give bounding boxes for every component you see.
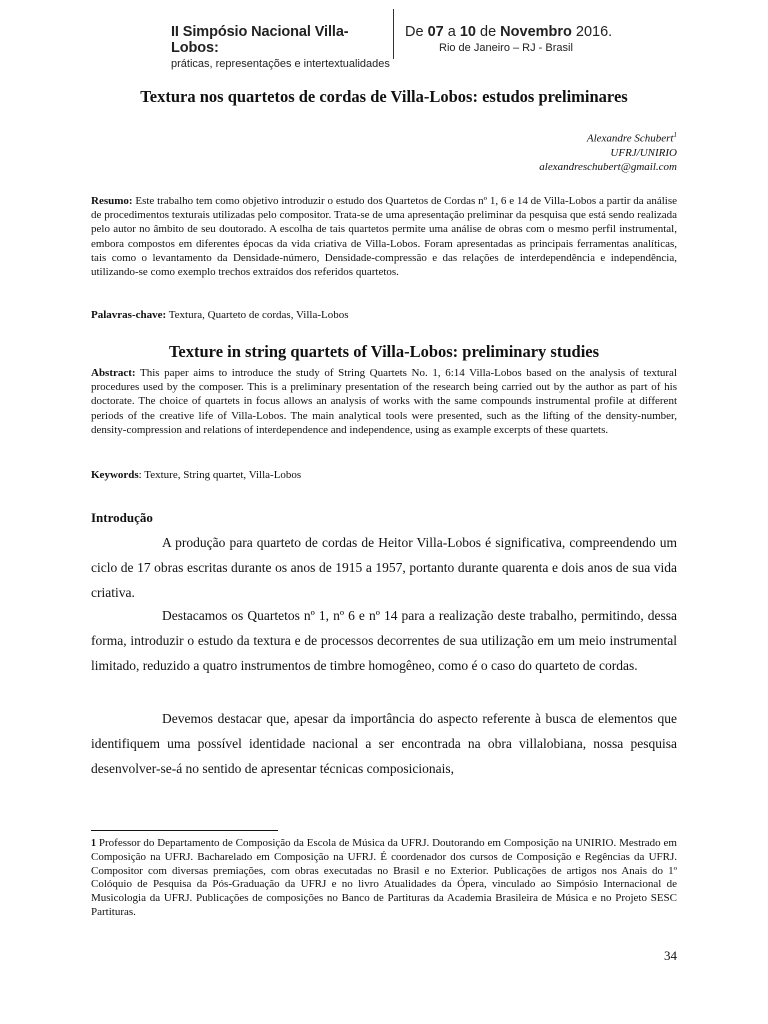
author-affiliation: UFRJ/UNIRIO — [610, 146, 677, 159]
intro-heading: Introdução — [91, 510, 153, 525]
event-subtitle: práticas, representações e intertextualidades — [171, 58, 390, 70]
abstract — [91, 366, 677, 437]
palavras-label: Palavras-chave: — [91, 309, 167, 321]
author-name: Alexandre Schubert$^1$ — [586, 131, 677, 145]
event-block — [171, 24, 391, 70]
page-number: 34 — [664, 948, 677, 963]
author-email[interactable]: alexandreschubert@gmail.com — [539, 160, 677, 173]
author-footnote-mark[interactable]: 1 — [673, 131, 677, 139]
event-title: II Simpósio Nacional Villa-Lobos: — [171, 24, 349, 56]
intro-paragraph-3: Devemos destacar que, apesar da importância do aspecto referente à busca de elementos que identifiquem uma possível identidade nacional a ser encontrada na obra villalobiana, nossa pesquisa desenvolver-se-á no sentido de apresentar técnicas composicionais, — [91, 711, 677, 776]
author-block — [539, 128, 677, 174]
abstract-label: Abstract: — [91, 367, 136, 379]
footnote-text: Professor do Departamento de Composição da Escola de Música da UFRJ. Doutorando em Composição na UNIRIO. Mestrado em Composição na UFRJ. Bacharelado em Composição na UFRJ. É coordenador dos cursos de Composição e Regências da UFRJ. Compositor com diversas premiações, com obras executadas no Brasil e no Exterior. Publicações de artigos nos Anais do 1º Colóquio de Pesquisa da Pós-Graduação da UFRJ e no livro Atualidades da Ópera, vinculado ao Simpósio Internacional de Musicologia da UFRJ. Publicações de composições no Banco de Partituras da Academia Brasileira de Música e no Projeto SESC Partituras. — [91, 837, 677, 918]
resumo — [91, 194, 677, 279]
keywords-label: Keywords — [91, 469, 139, 481]
event-location: Rio de Janeiro – RJ - Brasil — [439, 42, 573, 54]
resumo-text: Este trabalho tem como objetivo introduzir o estudo dos Quartetos de Cordas nº 1, 6 e 14 de Villa-Lobos a partir da análise de procedimentos texturais utilizadas pelo compositor. Trata-se de uma apresentação preliminar da pesquisa que está sendo realizada pelo autor no âmbito de seu doutorado. A escolha de tais quartetos permite uma análise de obras com o mesmo perfil instrumental, embora compostos em diferentes épocas da vida criativa de Villa-Lobos. Foram apresentadas as principais ferramentas analíticas, tais como o levantamento da Densidade-número, Densidade-compressão e das relações de interdependência e independência, utilizando-se como exemplo trechos extraídos dos referidos quartetos. — [91, 195, 677, 279]
palavras-chave — [91, 308, 677, 322]
palavras-text: Textura, Quarteto de cordas, Villa-Lobos — [166, 309, 349, 321]
footnote-rule — [91, 830, 278, 831]
intro-paragraph-2: Destacamos os Quartetos nº 1, nº 6 e nº 14 para a realização deste trabalho, permitindo, dessa forma, introduzir o estudo da textura e de processos decorrentes de sua utilização em um meio instrumental limitado, reduzido a quatro instrumentos de timbre homogêneo, como é o caso do quarteto de cordas. — [91, 608, 677, 673]
abstract-text: This paper aims to introduce the study of String Quartets No. 1, 6:14 Villa-Lobos based on the analysis of textural procedures used by the composer. This is a preliminary presentation of the research being carried out by the author as part of his doctorate. The choice of quartets in focus allows an analysis of works with the same compounds instrumental profile at different periods of the creative life of Villa-Lobos. The main analytical tools were presented, such as the lifting of the density-number, density-compression and relations of interdependence and independence, using as example excerpts of these quartets. — [91, 367, 677, 436]
paper-title-pt: Textura nos quartetos de cordas de Villa-Lobos: estudos preliminares — [140, 87, 628, 106]
conference-header — [0, 9, 768, 70]
resumo-label: Resumo: — [91, 195, 133, 207]
date-block — [405, 24, 625, 54]
header-divider — [393, 9, 394, 59]
event-dates: De 07 a 10 de Novembro 2016. — [405, 24, 613, 40]
paper-title-en: Texture in string quartets of Villa-Lobos: preliminary studies — [168, 342, 600, 361]
keywords-text: : Texture, String quartet, Villa-Lobos — [138, 469, 302, 481]
footnote — [91, 837, 677, 920]
footnote-mark: 1 — [91, 838, 96, 849]
intro-paragraph-1: A produção para quarteto de cordas de Heitor Villa-Lobos é significativa, compreendendo um ciclo de 17 obras escritas durante os anos de 1915 a 1957, portanto durante quarenta e dois anos de sua vida criativa. — [91, 535, 677, 600]
keywords — [91, 468, 677, 482]
